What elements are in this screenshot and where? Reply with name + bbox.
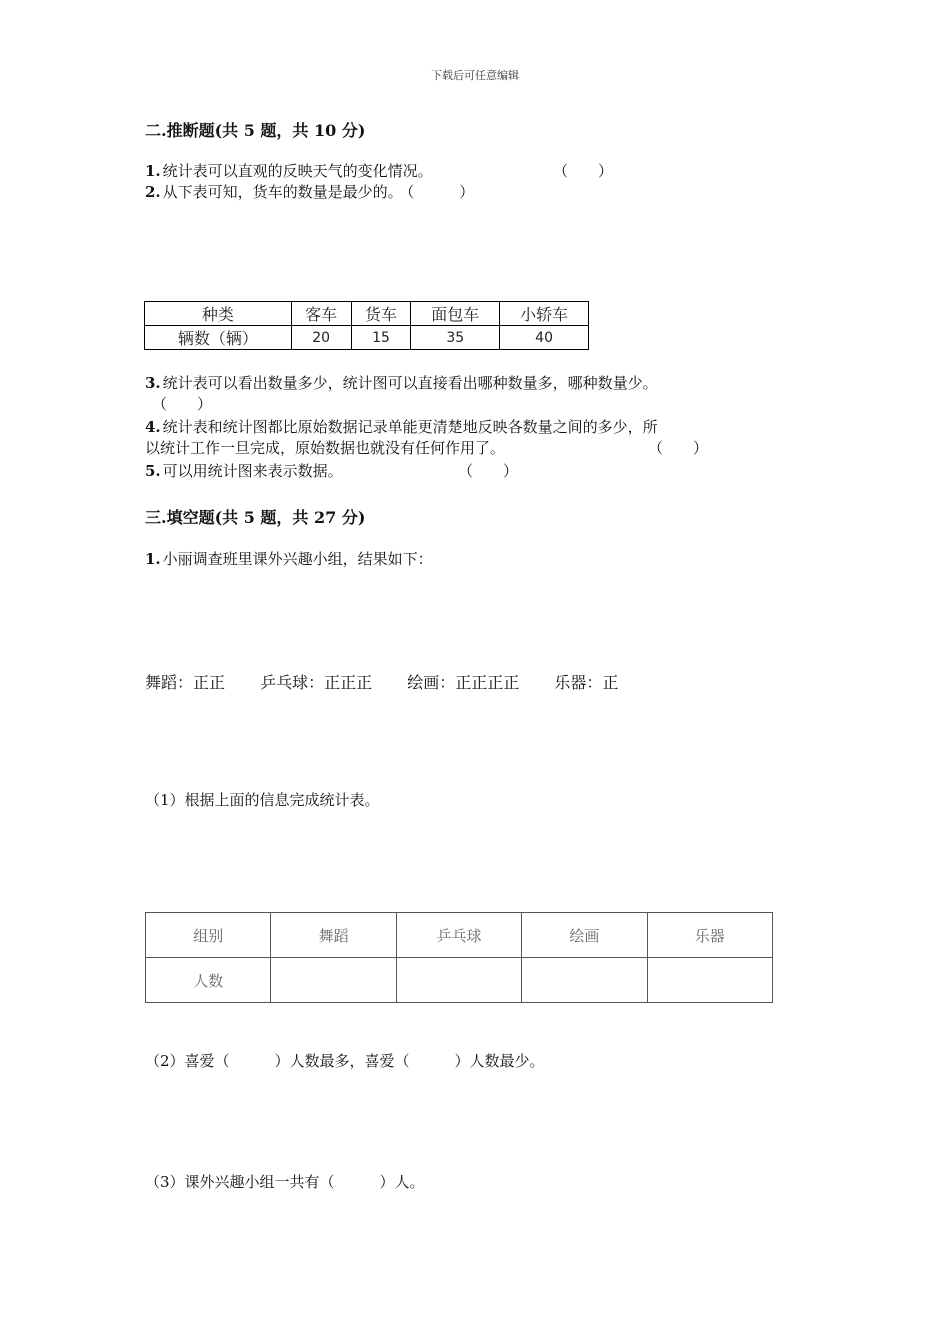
tally-record — [145, 670, 648, 693]
question-text: 统计表可以看出数量多少，统计图可以直接看出哪种数量多，哪种数量少。 — [162, 374, 658, 392]
answer-paren-2-4[interactable]: （ ） — [648, 439, 709, 457]
tally-painting: 绘画：正正正正 — [407, 673, 520, 692]
question-2-4 — [145, 417, 658, 438]
vehicle-table — [144, 301, 589, 350]
table-header: 客车 — [291, 302, 351, 326]
answer-paren-2-1[interactable]: （ ） — [553, 162, 614, 180]
question-number: 4. — [145, 418, 161, 436]
question-2-5 — [145, 461, 343, 482]
question-3-1 — [145, 549, 433, 570]
table-header: 乒乓球 — [396, 913, 521, 958]
sub-question-2: （2）喜爱（ ）人数最多，喜爱（ ）人数最少。 — [145, 1052, 545, 1070]
section2-title: 二.推断题(共 5 题，共 10 分) — [145, 121, 366, 140]
table-cell: 人数 — [146, 958, 271, 1003]
table-header: 舞蹈 — [271, 913, 396, 958]
question-2-2 — [145, 182, 474, 203]
table-header: 货车 — [351, 302, 411, 326]
question-text: 统计表和统计图都比原始数据记录单能更清楚地反映各数量之间的多少，所 — [162, 418, 658, 436]
question-text: 可以用统计图来表示数据。 — [162, 462, 343, 480]
table-header: 乐器 — [647, 913, 772, 958]
tally-pingpong: 乒乓球：正正正 — [260, 673, 373, 692]
page-header: 下载后可任意编辑 — [431, 69, 519, 82]
question-text: 从下表可知，货车的数量是最少的。 — [162, 183, 403, 201]
question-text: 小丽调查班里课外兴趣小组，结果如下： — [162, 550, 433, 568]
group-table — [145, 912, 773, 1003]
sub-question-3: （3）课外兴趣小组一共有（ ）人。 — [145, 1173, 425, 1191]
table-cell: 35 — [411, 326, 500, 350]
sub-question-1: （1）根据上面的信息完成统计表。 — [145, 791, 380, 809]
table-cell: 15 — [351, 326, 411, 350]
table-cell: 40 — [500, 326, 589, 350]
answer-cell-pingpong[interactable] — [396, 958, 521, 1003]
question-number: 5. — [145, 462, 161, 480]
tally-dance: 舞蹈：正正 — [145, 673, 226, 692]
question-number: 2. — [145, 183, 161, 201]
section3-title: 三.填空题(共 5 题，共 27 分) — [145, 508, 366, 527]
question-2-4-line2: 以统计工作一旦完成，原始数据也就没有任何作用了。 — [145, 439, 506, 457]
tally-instrument: 乐器：正 — [554, 673, 619, 692]
question-number: 3. — [145, 374, 161, 392]
answer-paren-2-2[interactable]: （ ） — [406, 183, 475, 201]
question-2-3 — [145, 373, 658, 394]
answer-cell-painting[interactable] — [522, 958, 647, 1003]
table-header: 绘画 — [522, 913, 647, 958]
answer-paren-2-3[interactable]: （ ） — [152, 395, 213, 413]
table-header: 小轿车 — [500, 302, 589, 326]
question-text: 统计表可以直观的反映天气的变化情况。 — [162, 162, 433, 180]
answer-cell-dance[interactable] — [271, 958, 396, 1003]
question-number: 1. — [145, 162, 161, 180]
table-header: 面包车 — [411, 302, 500, 326]
table-header: 组别 — [146, 913, 271, 958]
answer-cell-instrument[interactable] — [647, 958, 772, 1003]
answer-paren-2-5[interactable]: （ ） — [458, 462, 519, 480]
question-number: 1. — [145, 550, 161, 568]
table-cell: 20 — [291, 326, 351, 350]
table-cell: 辆数（辆） — [145, 326, 292, 350]
question-2-1 — [145, 161, 433, 182]
table-header: 种类 — [145, 302, 292, 326]
